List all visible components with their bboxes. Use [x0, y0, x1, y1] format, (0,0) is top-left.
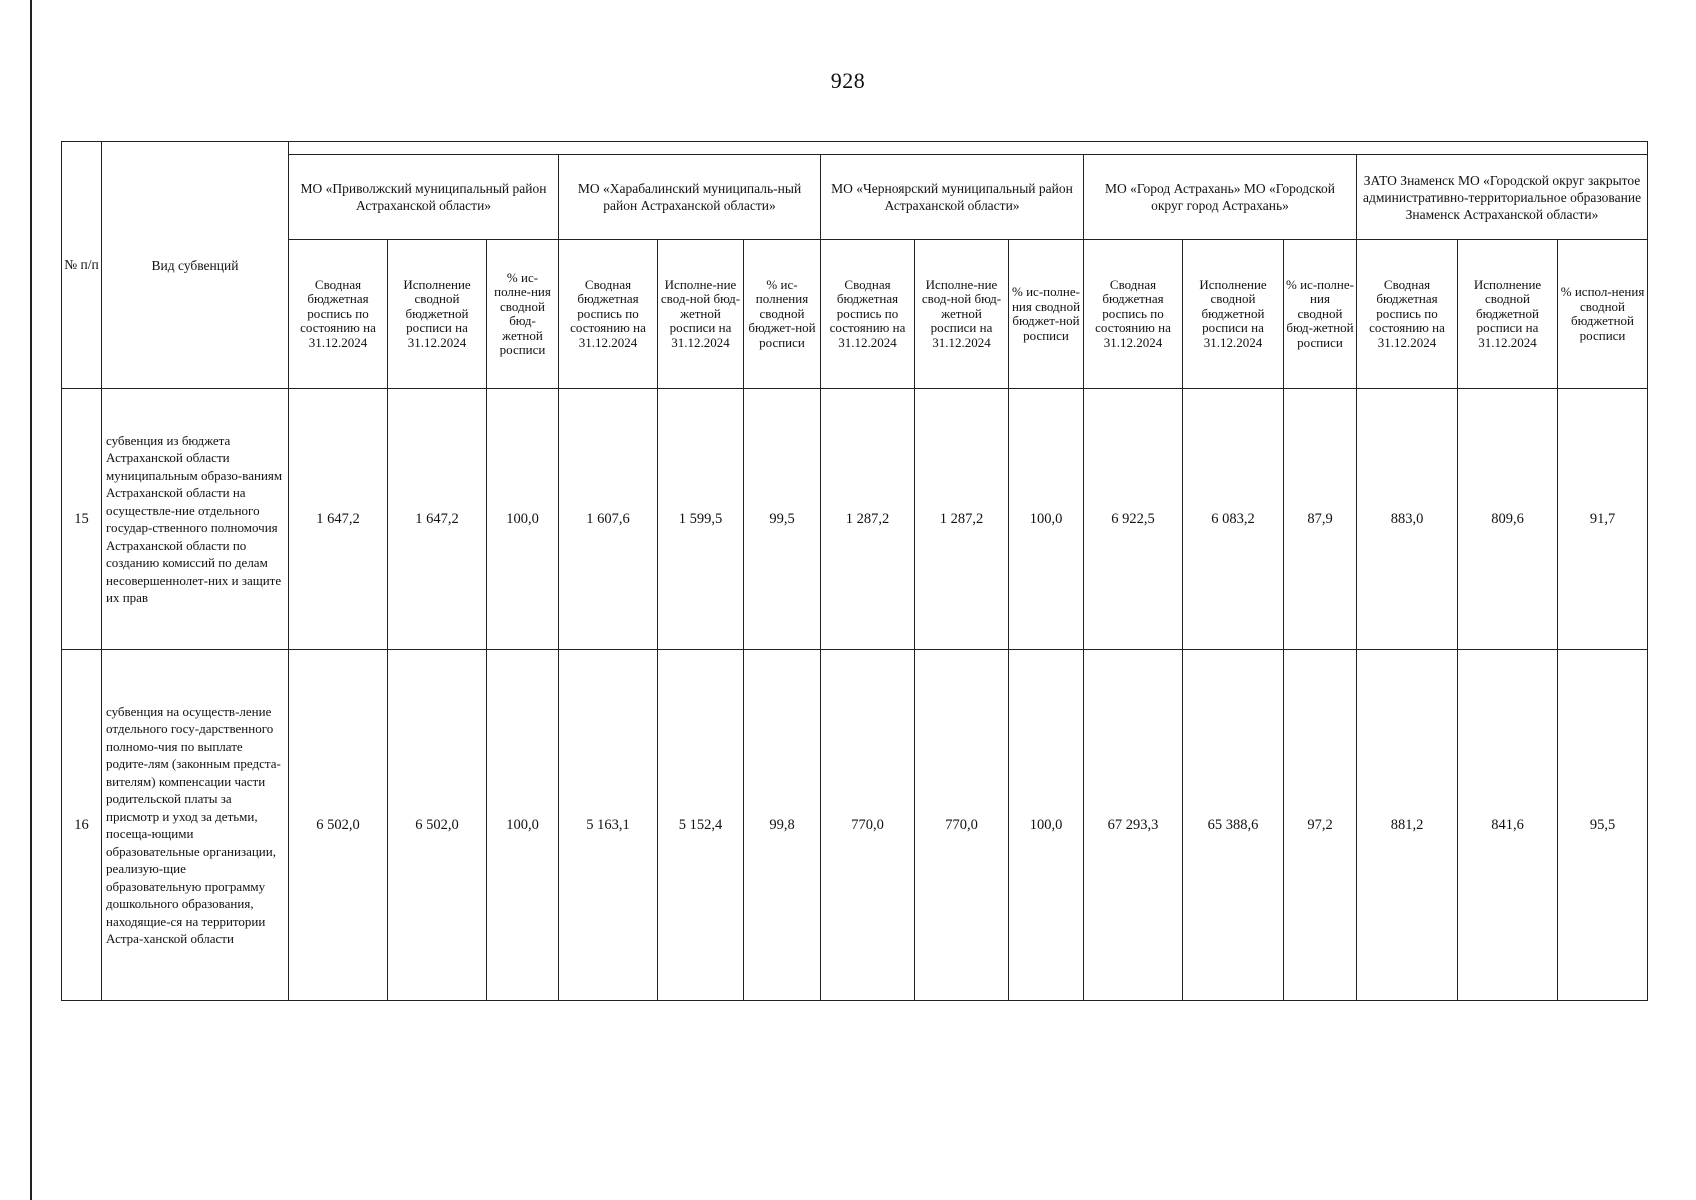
- header-region-row: [62, 155, 1648, 240]
- row-description: субвенция на осуществ-ление отдельного госу-дарственного полномо-чия по выплате родите-лям (законным предста-вителям) компенсации части родительской платы за присмотр и уход за детьми, посеща-ющими образовательные организации, реализую-щие образовательную программу дошкольного образования, находящие-ся на территории Астра-ханской области: [102, 650, 289, 1001]
- header-sub-cell: Сводная бюджетная роспись по состоянию на 31.12.2024: [289, 240, 388, 389]
- header-sub-cell: Исполнение сводной бюджетной росписи на 31.12.2024: [1458, 240, 1558, 389]
- row-description: субвенция из бюджета Астраханской области муниципальным образо-ваниям Астраханской области на осуществле-ние отдельного государ-ственного полномочия Астраханской области по созданию комиссий по делам несовершеннолет-них и защите их прав: [102, 389, 289, 650]
- value-cell: 67 293,3: [1084, 650, 1183, 1001]
- value-cell: 100,0: [487, 650, 559, 1001]
- header-sub-cell: Сводная бюджетная роспись по состоянию на 31.12.2024: [821, 240, 915, 389]
- value-cell: 100,0: [1009, 389, 1084, 650]
- value-cell: 1 647,2: [289, 389, 388, 650]
- header-top-row: [62, 142, 1648, 155]
- row-number: 15: [62, 389, 102, 650]
- header-region: МО «Город Астрахань» МО «Городской округ город Астрахань»: [1084, 155, 1357, 240]
- value-cell: 99,5: [744, 389, 821, 650]
- header-region: МО «Приволжский муниципальный район Астраханской области»: [289, 155, 559, 240]
- header-sub-cell: % испол-нения сводной бюджетной росписи: [1558, 240, 1648, 389]
- table-row: [62, 389, 1648, 650]
- subventions-table: [61, 141, 1648, 1001]
- value-cell: 91,7: [1558, 389, 1648, 650]
- value-cell: 881,2: [1357, 650, 1458, 1001]
- header-num: № п/п: [62, 142, 102, 389]
- left-margin-line: [30, 0, 32, 1200]
- value-cell: 5 163,1: [559, 650, 658, 1001]
- header-sub-cell: Исполне-ние свод-ной бюд-жетной росписи на 31.12.2024: [658, 240, 744, 389]
- page-number: 928: [830, 68, 866, 93]
- value-cell: 87,9: [1284, 389, 1357, 650]
- header-sub-cell: Сводная бюджетная роспись по состоянию на 31.12.2024: [559, 240, 658, 389]
- header-region: МО «Харабалинский муниципаль-ный район Астраханской области»: [559, 155, 821, 240]
- value-cell: 770,0: [821, 650, 915, 1001]
- value-cell: 99,8: [744, 650, 821, 1001]
- value-cell: 5 152,4: [658, 650, 744, 1001]
- value-cell: 883,0: [1357, 389, 1458, 650]
- value-cell: 1 647,2: [388, 389, 487, 650]
- value-cell: 65 388,6: [1183, 650, 1284, 1001]
- value-cell: 97,2: [1284, 650, 1357, 1001]
- value-cell: 809,6: [1458, 389, 1558, 650]
- value-cell: 6 922,5: [1084, 389, 1183, 650]
- header-sub-cell: Сводная бюджетная роспись по состоянию на 31.12.2024: [1084, 240, 1183, 389]
- header-region: ЗАТО Знаменск МО «Городской округ закрытое административно-территориальное образование Знаменск Астраханской области»: [1357, 155, 1648, 240]
- header-sub-cell: Исполнение сводной бюджетной росписи на 31.12.2024: [388, 240, 487, 389]
- header-sub-row: [62, 240, 1648, 389]
- header-sub-cell: % ис-полне-ния сводной бюд-жетной росписи: [1284, 240, 1357, 389]
- value-cell: 841,6: [1458, 650, 1558, 1001]
- header-sub-cell: Исполне-ние свод-ной бюд-жетной росписи на 31.12.2024: [915, 240, 1009, 389]
- header-cap-strip: [289, 142, 1648, 155]
- value-cell: 6 502,0: [289, 650, 388, 1001]
- value-cell: 1 287,2: [915, 389, 1009, 650]
- header-sub-cell: Сводная бюджетная роспись по состоянию на 31.12.2024: [1357, 240, 1458, 389]
- header-kind: Вид субвенций: [102, 142, 289, 389]
- table-row: [62, 650, 1648, 1001]
- header-sub-cell: % ис-полнения сводной бюджет-ной росписи: [744, 240, 821, 389]
- value-cell: 6 502,0: [388, 650, 487, 1001]
- value-cell: 1 607,6: [559, 389, 658, 650]
- header-region: МО «Черноярский муниципальный район Астраханской области»: [821, 155, 1084, 240]
- value-cell: 1 287,2: [821, 389, 915, 650]
- value-cell: 100,0: [487, 389, 559, 650]
- value-cell: 100,0: [1009, 650, 1084, 1001]
- header-sub-cell: Исполнение сводной бюджетной росписи на 31.12.2024: [1183, 240, 1284, 389]
- header-sub-cell: % ис-полне-ния сводной бюджет-ной росписи: [1009, 240, 1084, 389]
- value-cell: 6 083,2: [1183, 389, 1284, 650]
- value-cell: 1 599,5: [658, 389, 744, 650]
- header-sub-cell: % ис-полне-ния сводной бюд-жетной росписи: [487, 240, 559, 389]
- value-cell: 770,0: [915, 650, 1009, 1001]
- row-number: 16: [62, 650, 102, 1001]
- value-cell: 95,5: [1558, 650, 1648, 1001]
